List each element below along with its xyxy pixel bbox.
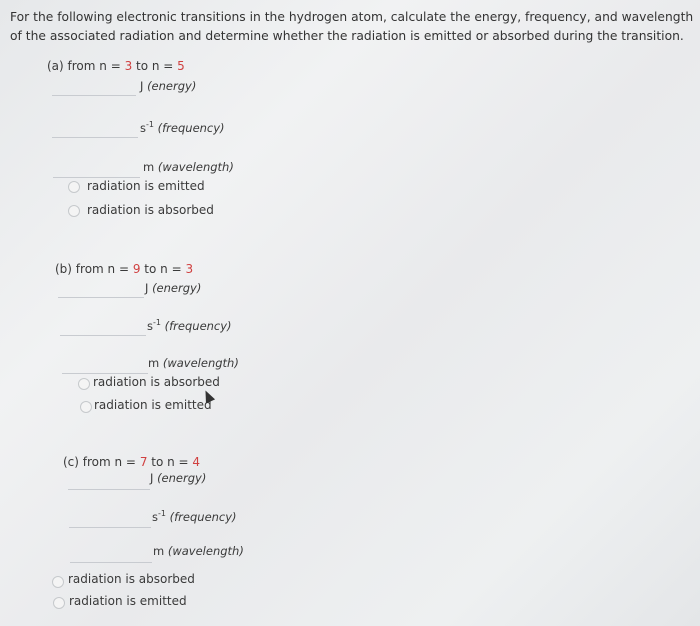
initial-n: 3 — [124, 59, 133, 73]
label-mid: to n = — [140, 262, 186, 276]
final-n: 4 — [192, 455, 201, 469]
radio-emitted[interactable] — [68, 181, 80, 193]
frequency-unit — [152, 509, 237, 524]
radio-absorbed[interactable] — [68, 205, 80, 217]
unit-label: (wavelength) — [162, 356, 239, 370]
unit-label: (wavelength) — [157, 160, 234, 174]
unit-label: (energy) — [147, 79, 197, 93]
unit-symbol: J — [140, 79, 144, 93]
energy-input[interactable] — [58, 277, 144, 298]
unit-symbol: m — [148, 356, 160, 370]
option-label[interactable]: radiation is emitted — [94, 398, 212, 412]
unit-exponent: -1 — [158, 509, 166, 518]
unit-symbol: m — [143, 160, 155, 174]
unit-symbol: s — [140, 120, 146, 135]
wavelength-unit — [153, 544, 244, 558]
radio-emitted[interactable] — [80, 401, 92, 413]
unit-label: (energy) — [152, 281, 202, 295]
energy-unit — [145, 281, 201, 295]
final-n: 3 — [185, 262, 194, 276]
frequency-input[interactable] — [69, 507, 151, 528]
wavelength-input[interactable] — [53, 157, 140, 178]
frequency-input[interactable] — [60, 315, 146, 336]
unit-label: (frequency) — [164, 318, 232, 333]
unit-symbol: m — [153, 544, 165, 558]
unit-label: (frequency) — [157, 120, 225, 135]
energy-unit — [150, 471, 206, 485]
final-n: 5 — [177, 59, 185, 73]
unit-symbol: s — [147, 318, 153, 333]
label-mid: to n = — [147, 455, 193, 469]
option-label[interactable]: radiation is absorbed — [87, 203, 214, 217]
unit-symbol: s — [152, 509, 158, 524]
wavelength-unit — [143, 160, 234, 174]
frequency-unit — [140, 120, 225, 135]
unit-exponent: -1 — [153, 318, 161, 327]
wavelength-input[interactable] — [62, 353, 148, 374]
part-c-label — [63, 455, 200, 469]
unit-symbol: J — [145, 281, 149, 295]
unit-label: (wavelength) — [167, 544, 244, 558]
frequency-input[interactable] — [52, 117, 138, 138]
radio-absorbed[interactable] — [52, 576, 64, 588]
option-label[interactable]: radiation is emitted — [69, 594, 187, 608]
wavelength-unit — [148, 356, 239, 370]
energy-input[interactable] — [52, 75, 136, 96]
initial-n: 9 — [132, 262, 141, 276]
option-label[interactable]: radiation is absorbed — [93, 375, 220, 389]
unit-label: (energy) — [157, 471, 207, 485]
question-intro: For the following electronic transitions in the hydrogen atom, calculate the energy, frequency, and wavelength of the associated radiation and determine whether the radiation is emitted or absorbed during the transition. — [10, 10, 694, 43]
label-prefix: (c) from n = — [63, 455, 140, 469]
energy-unit — [140, 79, 196, 93]
option-label[interactable]: radiation is emitted — [87, 179, 205, 193]
label-prefix: (b) from n = — [55, 262, 133, 276]
energy-input[interactable] — [68, 469, 150, 490]
unit-exponent: -1 — [146, 120, 154, 129]
part-b-label — [55, 262, 193, 276]
label-prefix: (a) from n = — [47, 59, 125, 73]
radio-absorbed[interactable] — [78, 378, 90, 390]
option-label[interactable]: radiation is absorbed — [68, 572, 195, 586]
label-mid: to n = — [132, 59, 178, 73]
initial-n: 7 — [139, 455, 148, 469]
unit-symbol: J — [150, 471, 154, 485]
radio-emitted[interactable] — [53, 597, 65, 609]
unit-label: (frequency) — [169, 509, 237, 524]
wavelength-input[interactable] — [70, 542, 152, 563]
part-a-label — [47, 59, 185, 73]
frequency-unit — [147, 318, 232, 333]
